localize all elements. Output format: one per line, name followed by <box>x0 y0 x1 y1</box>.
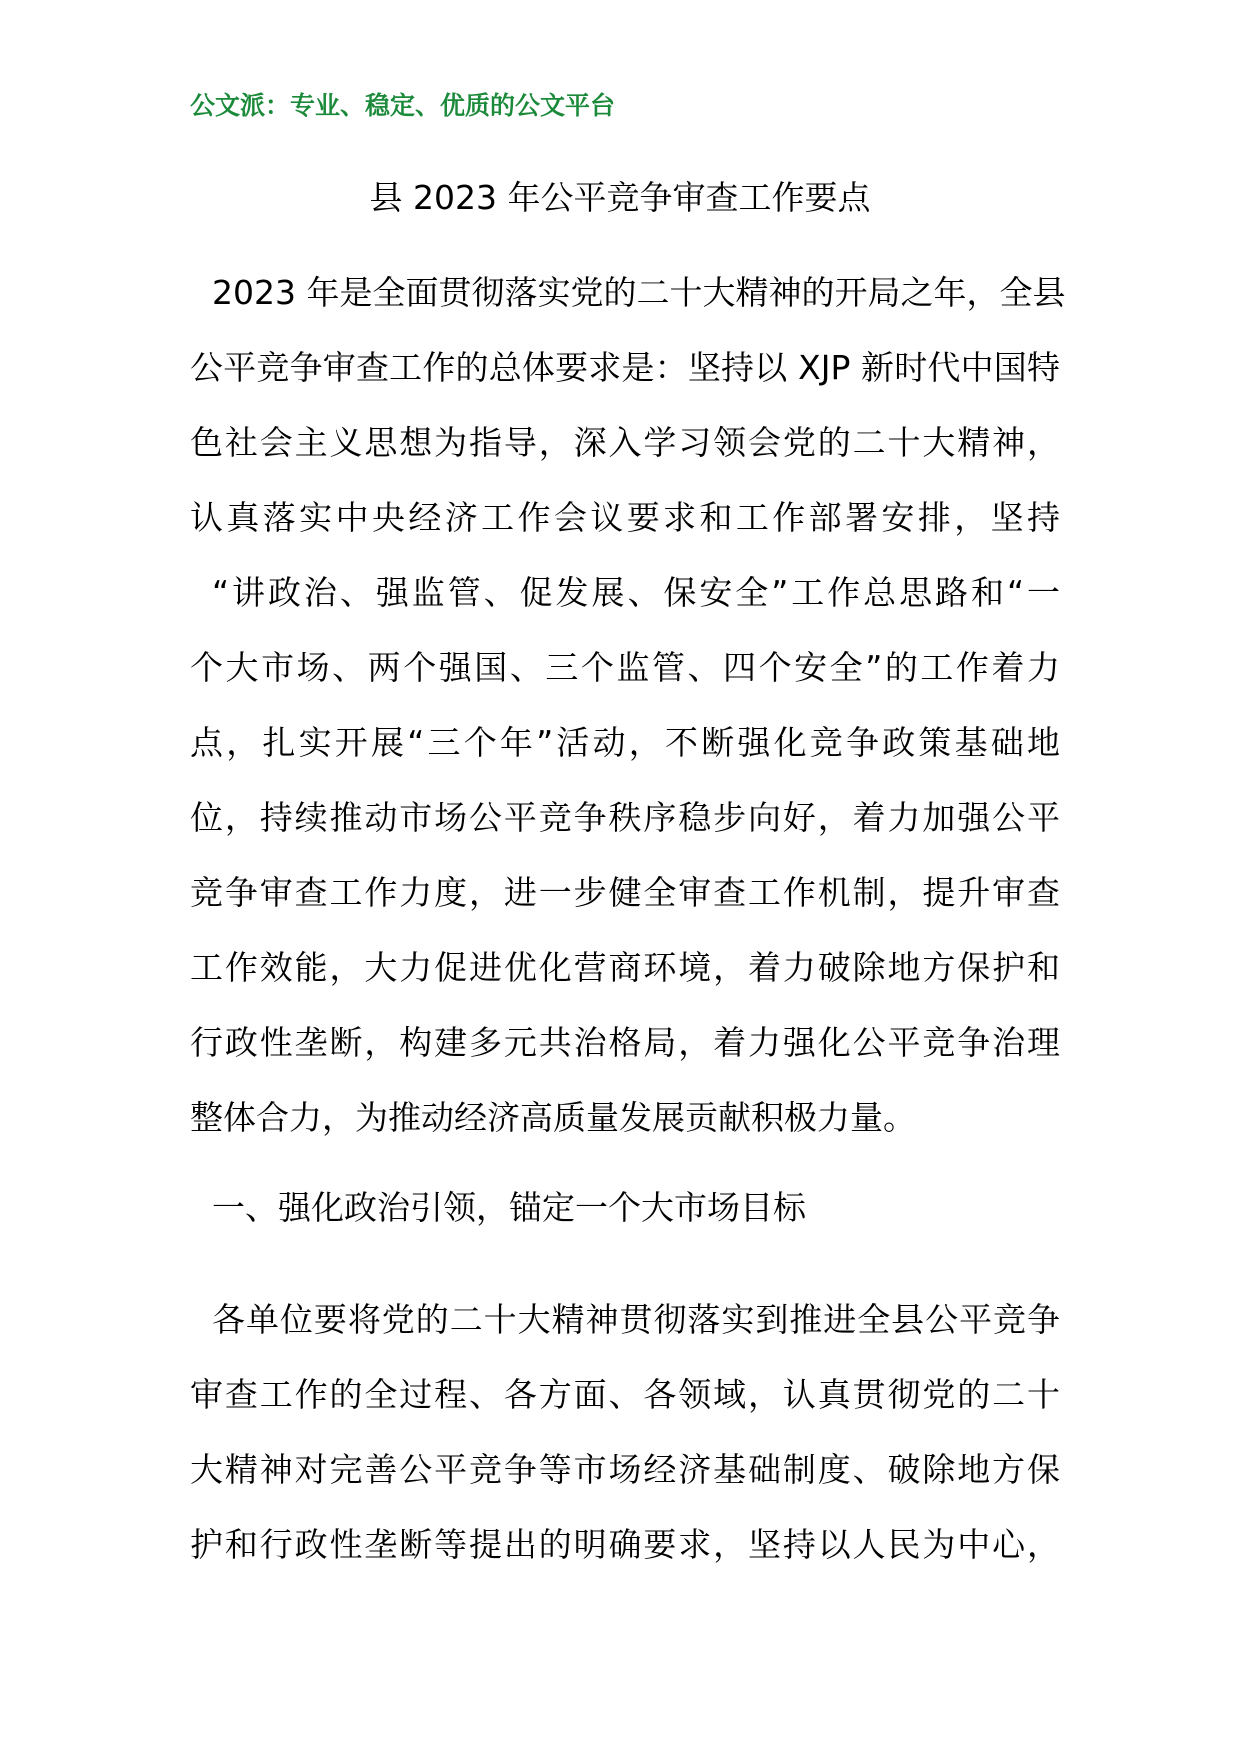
paragraph-line: 个大市场、两个强国、三个监管、四个安全”的工作着力 <box>190 648 1060 687</box>
paragraph-line: 公平竞争审查工作的总体要求是：坚持以 XJP 新时代中国特 <box>190 348 1060 387</box>
paragraph-line: 护和行政性垄断等提出的明确要求，坚持以人民为中心， <box>190 1525 1060 1564</box>
paragraph-line: 工作效能，大力促进优化营商环境，着力破除地方保护和 <box>190 948 1060 987</box>
paragraph-line: 审查工作的全过程、各方面、各领域，认真贯彻党的二十 <box>190 1375 1060 1414</box>
paragraph-line: 点，扎实开展“三个年”活动，不断强化竞争政策基础地 <box>190 723 1060 762</box>
paragraph-line: 2023 年是全面贯彻落实党的二十大精神的开局之年，全县 <box>212 273 1066 312</box>
paragraph-line: 大精神对完善公平竞争等市场经济基础制度、破除地方保 <box>190 1450 1060 1489</box>
paragraph-line: 整体合力，为推动经济高质量发展贡献积极力量。 <box>190 1098 916 1137</box>
paragraph-line: 位，持续推动市场公平竞争秩序稳步向好，着力加强公平 <box>190 798 1060 837</box>
paragraph-section-1 <box>190 1282 1060 1582</box>
paragraph-line: “讲政治、强监管、促发展、保安全”工作总思路和“一 <box>212 573 1060 612</box>
paragraph-line: 认真落实中央经济工作会议要求和工作部署安排，坚持 <box>190 498 1060 537</box>
paragraph-line: 色社会主义思想为指导，深入学习领会党的二十大精神， <box>190 423 1060 462</box>
section-heading-text: 一、强化政治引领，锚定一个大市场目标 <box>212 1188 806 1227</box>
document-title: 县 2023 年公平竞争审查工作要点 <box>369 178 871 217</box>
paragraph-line: 竞争审查工作力度，进一步健全审查工作机制，提升审查 <box>190 873 1060 912</box>
section-heading <box>190 1170 1060 1245</box>
paragraph-line: 各单位要将党的二十大精神贯彻落实到推进全县公平竞争 <box>212 1300 1060 1339</box>
brand-header: 公文派：专业、稳定、优质的公文平台 <box>190 91 616 120</box>
paragraph-intro <box>190 255 1066 1155</box>
paragraph-line: 行政性垄断，构建多元共治格局，着力强化公平竞争治理 <box>190 1023 1060 1062</box>
